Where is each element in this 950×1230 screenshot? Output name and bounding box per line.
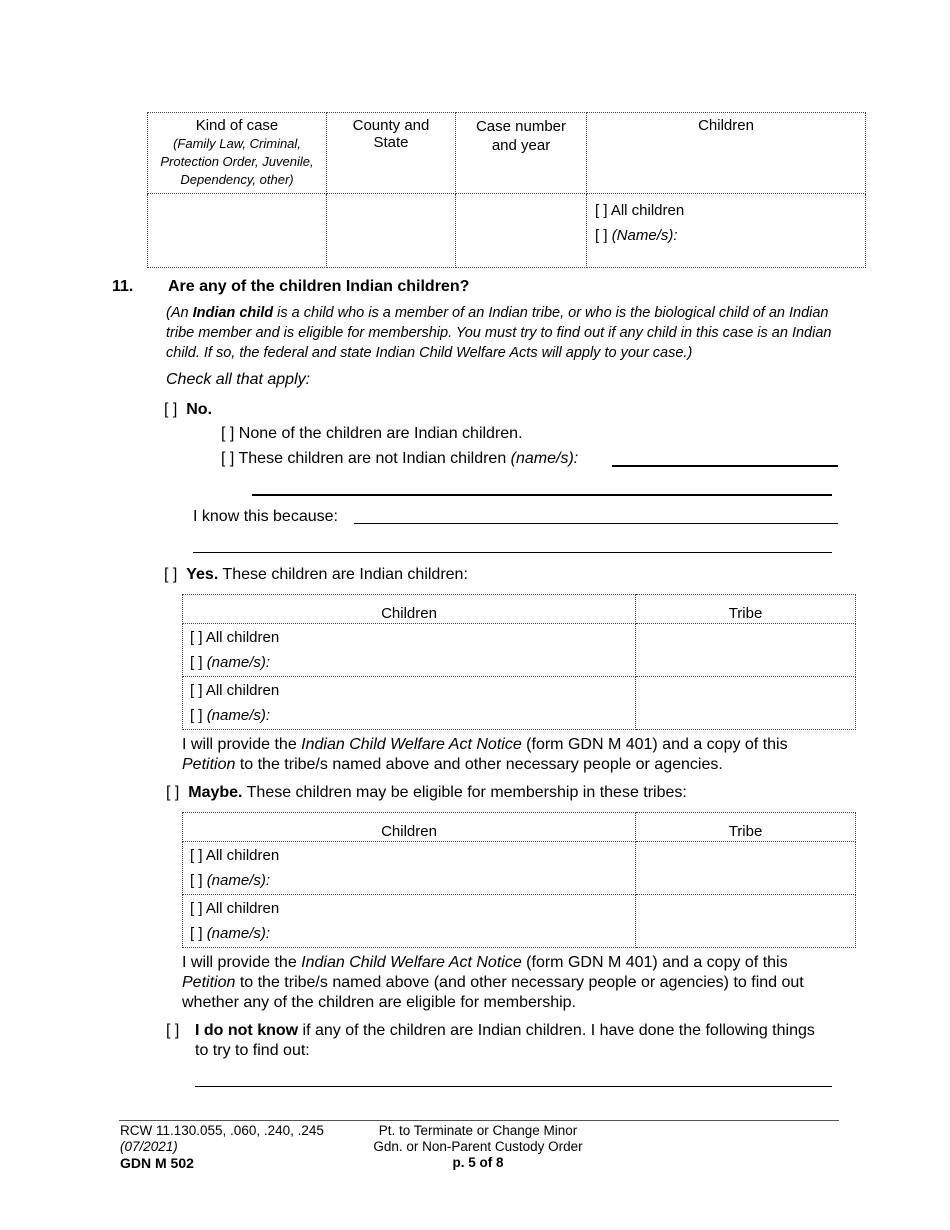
not-indian-names-line-2[interactable] [252, 494, 832, 496]
section-title: Are any of the children Indian children? [168, 278, 470, 295]
no-checkbox[interactable]: [ ] [164, 401, 178, 418]
maybe-checkbox[interactable]: [ ] [166, 784, 180, 801]
maybe-row-tribe[interactable] [636, 842, 856, 895]
maybe-option[interactable]: [ ] Maybe. These children may be eligible for membership in these tribes: [166, 784, 687, 801]
yes-names-checkbox[interactable]: [ ] (name/s): [190, 707, 271, 724]
cell-county[interactable] [327, 194, 456, 268]
footer-date: (07/2021) [120, 1139, 178, 1154]
yes-checkbox[interactable]: [ ] [164, 566, 178, 583]
dont-know-line[interactable] [195, 1086, 832, 1087]
check-all-label: Check all that apply: [166, 371, 311, 388]
maybe-header-children: Children [183, 813, 636, 842]
know-because-label: I know this because: [193, 508, 338, 525]
header-kind-sub: (Family Law, Criminal, Protection Order, Juvenile, Dependency, other) [160, 136, 314, 187]
maybe-all-children-checkbox[interactable]: [ ] All children [190, 900, 280, 917]
footer-center [360, 1123, 596, 1171]
yes-header-tribe: Tribe [636, 595, 856, 624]
yes-row-tribe[interactable] [636, 677, 856, 730]
names-checkbox[interactable]: [ ] (Name/s): [595, 227, 678, 244]
footer-left [120, 1123, 324, 1171]
maybe-names-checkbox[interactable]: [ ] (name/s): [190, 872, 271, 889]
section-intro: (An Indian child is a child who is a member of an Indian tribe, or who is the biological child of an Indian tribe member and is eligible for membership. You must try to find out if any child in this case is an Indian child. If so, the federal and state Indian Child Welfare Acts will apply to your case.) [166, 305, 832, 361]
yes-row-tribe[interactable] [636, 624, 856, 677]
maybe-names-checkbox[interactable]: [ ] (name/s): [190, 925, 271, 942]
dont-know-option: I do not know if any of the children are Indian children. I have done the following things to try to find out: [195, 1022, 815, 1059]
know-because-line[interactable] [354, 523, 838, 524]
know-because-line-2[interactable] [193, 552, 832, 553]
dont-know-checkbox[interactable]: [ ] [166, 1022, 180, 1039]
footer-form-number: GDN M 502 [120, 1155, 194, 1171]
cell-kind[interactable] [148, 194, 327, 268]
maybe-row-children [183, 842, 636, 895]
header-kind-of-case: Kind of case (Family Law, Criminal, Protection Order, Juvenile, Dependency, other) [148, 113, 327, 194]
maybe-row-children [183, 895, 636, 948]
maybe-provide-text: I will provide the Indian Child Welfare Act Notice (form GDN M 401) and a copy of this Petition to the tribe/s named above (and other necessary people or agencies) to find out whether any of the children are eligible for membership. [182, 954, 804, 1011]
yes-header-children: Children [183, 595, 636, 624]
footer-divider [119, 1120, 839, 1121]
header-children: Children [587, 113, 866, 194]
maybe-header-tribe: Tribe [636, 813, 856, 842]
cell-children [587, 194, 866, 268]
yes-all-children-checkbox[interactable]: [ ] All children [190, 629, 280, 646]
no-option[interactable]: [ ] No. [164, 401, 213, 418]
yes-names-checkbox[interactable]: [ ] (name/s): [190, 654, 271, 671]
yes-all-children-checkbox[interactable]: [ ] All children [190, 682, 280, 699]
not-indian-checkbox[interactable]: [ ] These children are not Indian children (name/s): [221, 450, 579, 467]
yes-provide-text: I will provide the Indian Child Welfare Act Notice (form GDN M 401) and a copy of this Petition to the tribe/s named above and other necessary people or agencies. [182, 736, 788, 773]
not-indian-names-line[interactable] [612, 465, 838, 467]
none-indian-checkbox[interactable]: [ ] None of the children are Indian children. [221, 425, 523, 442]
yes-table [182, 594, 856, 730]
maybe-row-tribe[interactable] [636, 895, 856, 948]
maybe-table [182, 812, 856, 948]
footer-rcw: RCW 11.130.055, .060, .240, .245 [120, 1123, 324, 1138]
cases-table [147, 112, 866, 268]
section-number: 11. [112, 278, 134, 295]
all-children-checkbox[interactable]: [ ] All children [595, 202, 685, 219]
footer-page-number: p. 5 of 8 [452, 1155, 504, 1170]
header-case-number: Case number and year [456, 113, 587, 194]
cell-case-number[interactable] [456, 194, 587, 268]
maybe-all-children-checkbox[interactable]: [ ] All children [190, 847, 280, 864]
header-county-state: County and State [327, 113, 456, 194]
yes-row-children [183, 677, 636, 730]
yes-row-children [183, 624, 636, 677]
footer-title-1: Pt. to Terminate or Change Minor [378, 1123, 578, 1138]
yes-option[interactable]: [ ] Yes. These children are Indian children: [164, 566, 468, 583]
footer-title-2: Gdn. or Non-Parent Custody Order [373, 1139, 583, 1154]
